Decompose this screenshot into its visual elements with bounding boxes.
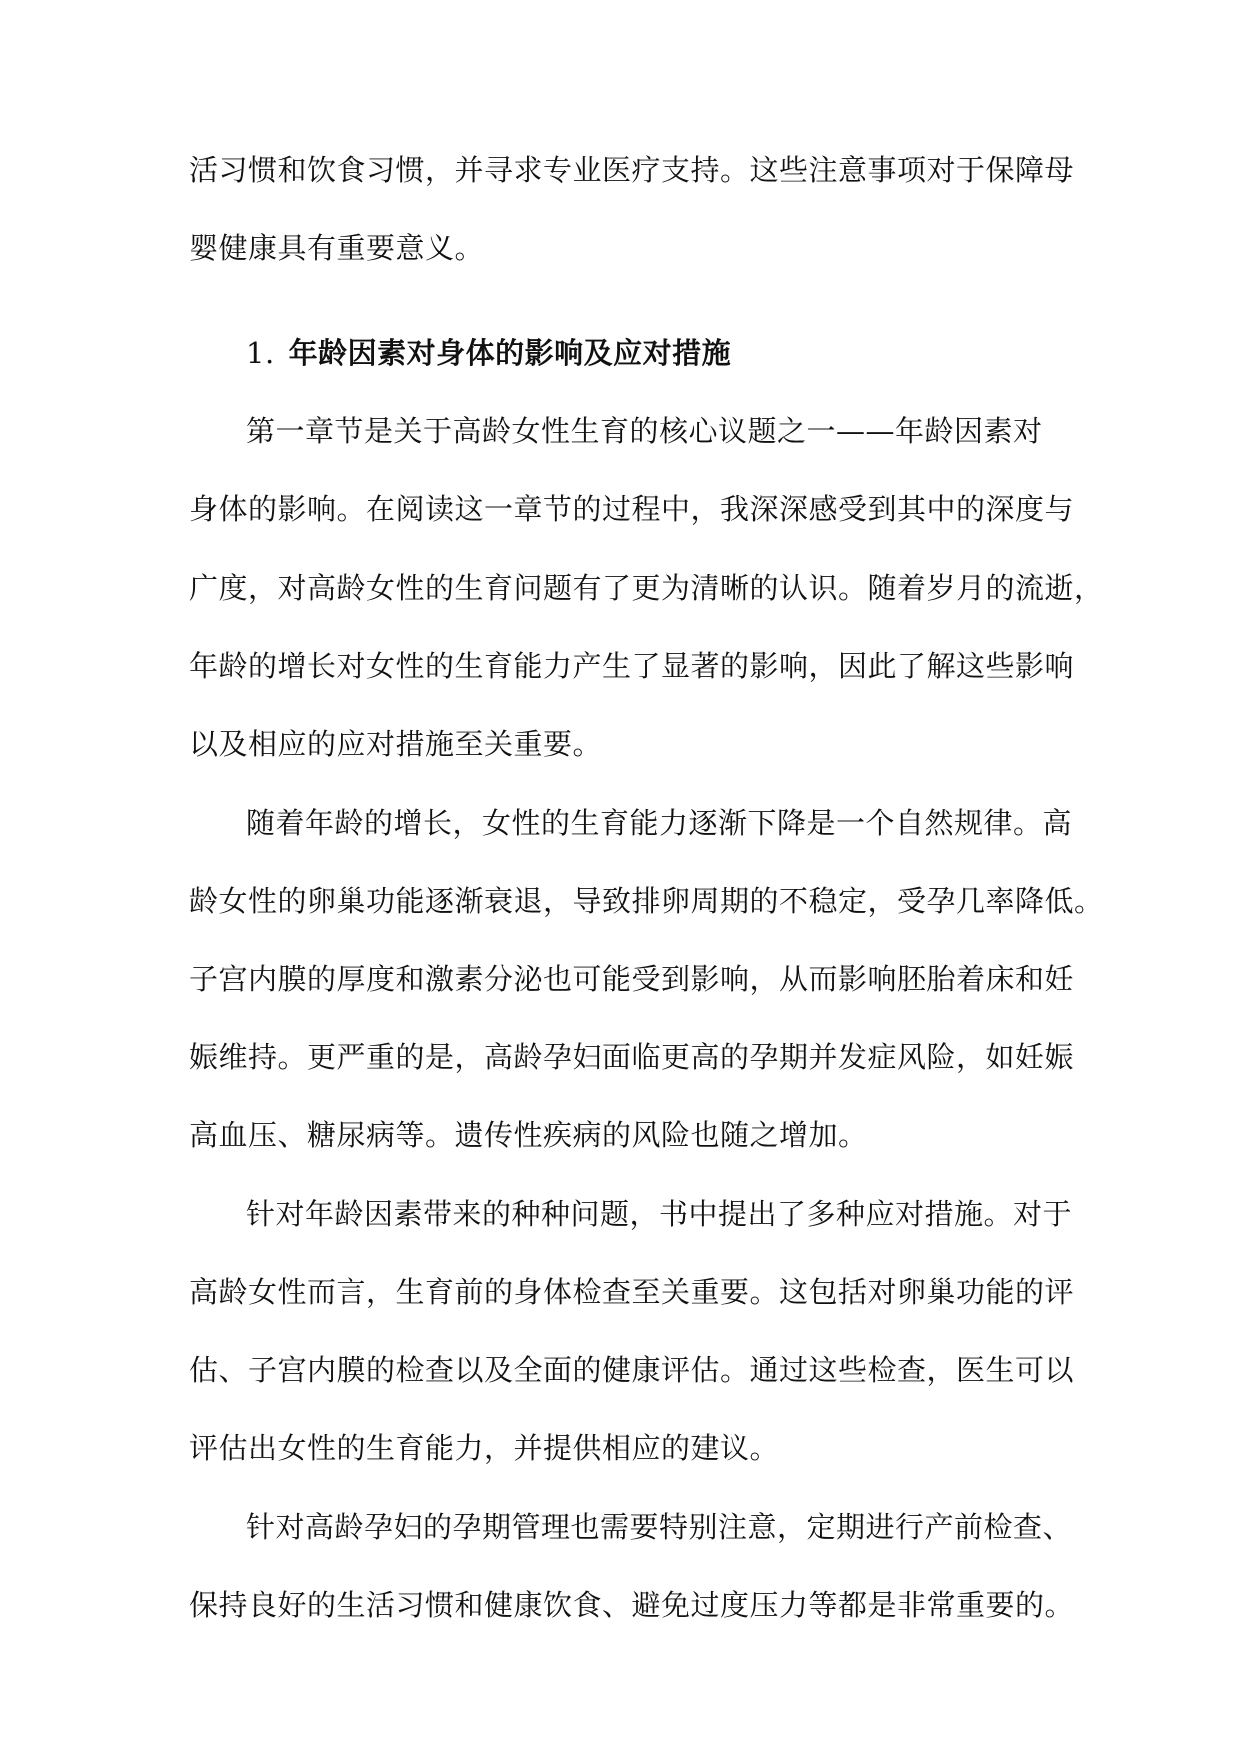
intro-line-1: 活习惯和饮食习惯，并寻求专业医疗支持。这些注意事项对于保障母 — [189, 153, 1075, 187]
paragraph-3-line-2: 高龄女性而言，生育前的身体检查至关重要。这包括对卵巢功能的评 — [189, 1275, 1075, 1309]
section-heading — [246, 333, 731, 373]
paragraph-1-line-3: 广度，对高龄女性的生育问题有了更为清晰的认识。随着岁月的流逝， — [189, 571, 1104, 605]
paragraph-1-line-5: 以及相应的应对措施至关重要。 — [189, 727, 603, 761]
paragraph-3-line-1: 针对年龄因素带来的种种问题，书中提出了多种应对措施。对于 — [246, 1197, 1073, 1231]
paragraph-2-line-5: 高血压、糖尿病等。遗传性疾病的风险也随之增加。 — [189, 1118, 868, 1152]
paragraph-3-line-3: 估、子宫内膜的检查以及全面的健康评估。通过这些检查，医生可以 — [189, 1353, 1075, 1387]
paragraph-3-line-4: 评估出女性的生育能力，并提供相应的建议。 — [189, 1431, 780, 1465]
paragraph-1-line-2: 身体的影响。在阅读这一章节的过程中，我深深感受到其中的深度与 — [189, 492, 1075, 526]
paragraph-2-line-1: 随着年龄的增长，女性的生育能力逐渐下降是一个自然规律。高 — [246, 806, 1073, 840]
paragraph-2-line-2: 龄女性的卵巢功能逐渐衰退，导致排卵周期的不稳定，受孕几率降低。 — [189, 884, 1104, 918]
intro-line-2: 婴健康具有重要意义。 — [189, 231, 485, 265]
section-title: 年龄因素对身体的影响及应对措施 — [288, 336, 732, 370]
section-number: 1. — [246, 336, 275, 370]
paragraph-2-line-4: 娠维持。更严重的是，高龄孕妇面临更高的孕期并发症风险，如妊娠 — [189, 1040, 1075, 1074]
paragraph-2-line-3: 子宫内膜的厚度和激素分泌也可能受到影响，从而影响胚胎着床和妊 — [189, 962, 1075, 996]
paragraph-4-line-1: 针对高龄孕妇的孕期管理也需要特别注意，定期进行产前检查、 — [246, 1510, 1073, 1544]
paragraph-1-line-1: 第一章节是关于高龄女性生育的核心议题之一——年龄因素对 — [246, 414, 1043, 448]
paragraph-4-line-2: 保持良好的生活习惯和健康饮食、避免过度压力等都是非常重要的。 — [189, 1588, 1075, 1622]
paragraph-1-line-4: 年龄的增长对女性的生育能力产生了显著的影响，因此了解这些影响 — [189, 649, 1075, 683]
